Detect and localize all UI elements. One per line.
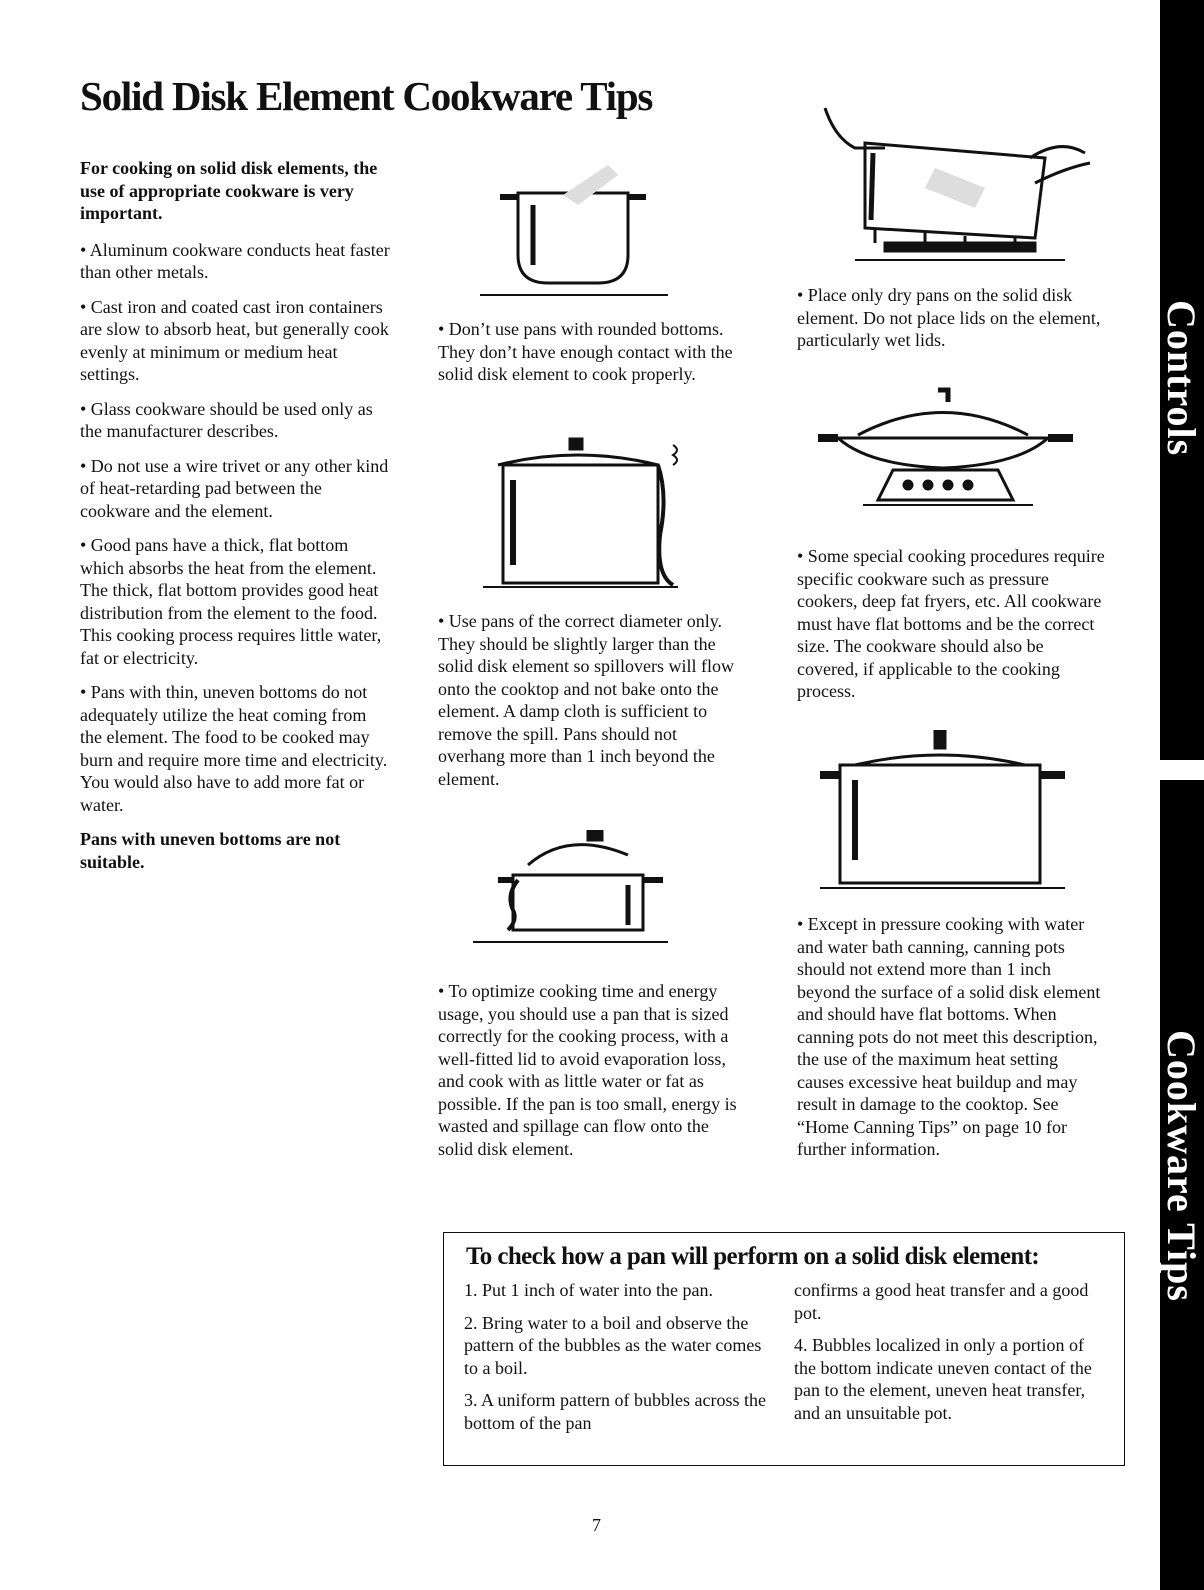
- closing-note: Pans with uneven bottoms are not suitable.: [80, 829, 341, 872]
- tip-aluminum: • Aluminum cookware conducts heat faster than other metals.: [80, 239, 390, 282]
- pan-check-step-2: 2. Bring water to a boil and observe the pattern of the bubbles as the water comes to a boil.: [464, 1312, 762, 1378]
- pan-check-step-3: 3. A uniform pattern of bubbles across the bottom of the pan: [464, 1390, 766, 1433]
- pan-check-box: [443, 1232, 1125, 1466]
- tip-canning-pots: • Except in pressure cooking with water and water bath canning, canning pots should not extend more than 1 inch beyond the surface of a solid disk element and should have flat bottoms. When canning pots do not meet this description, the use of the maximum heat setting causes excessive heat buildup and may result in damage to the cooktop. See “Home Canning Tips” on page 10 for further information.: [797, 914, 1101, 1159]
- tip-cast-iron: • Cast iron and coated cast iron containers are slow to absorb heat, but generally cook evenly at minimum or medium heat settings.: [80, 296, 389, 384]
- rounded-bottom-pan-illustration: [478, 145, 678, 305]
- page-number: 7: [592, 1515, 601, 1535]
- column-middle-tip-3: [438, 980, 748, 1172]
- wet-pan-illustration: [815, 88, 1095, 278]
- tip-good-pans: • Good pans have a thick, flat bottom which absorbs the heat from the element. The thick, flat bottom provides good heat distribution from the element to the food. This cooking process requires little water, fat or electricity.: [80, 535, 382, 668]
- column-left: [80, 157, 390, 885]
- side-tab-cookware-tips: Cookware Tips: [1159, 1030, 1204, 1302]
- covered-pot-illustration: [815, 730, 1075, 900]
- small-pan-spillover-illustration: [478, 435, 698, 595]
- column-middle-tip-1: [438, 318, 748, 398]
- tip-glass: • Glass cookware should be used only as the manufacturer describes.: [80, 398, 373, 441]
- tip-correct-diameter: • Use pans of the correct diameter only. They should be slightly larger than the solid disk element so spillovers will flow onto the cooktop and not bake onto the element. A damp cloth is sufficient to remove the spill. Pans should not overhang more than 1 inch beyond the element.: [438, 611, 734, 789]
- side-tab-controls: Controls: [1159, 300, 1204, 457]
- pan-check-heading: To check how a pan will perform on a solid disk element:: [466, 1243, 1040, 1270]
- tip-special-procedures: • Some special cooking procedures require specific cookware such as pressure cookers, deep fat fryers, etc. All cookware must have flat bottoms and be the correct size. The cookware should also be covered, if applicable to the cooking process.: [797, 546, 1105, 701]
- tip-trivet: • Do not use a wire trivet or any other kind of heat-retarding pad between the cookware and the element.: [80, 455, 389, 521]
- page-title: Solid Disk Element Cookware Tips: [80, 73, 653, 119]
- column-right-tip-1: [797, 284, 1107, 364]
- column-right-tip-3: [797, 913, 1107, 1173]
- wok-stand-illustration: [818, 380, 1078, 520]
- pan-check-step-4: 4. Bubbles localized in only a portion of the bottom indicate uneven contact of the pan to the element, uneven heat transfer, and an unsuitable pot.: [794, 1335, 1092, 1423]
- tip-optimize-energy: • To optimize cooking time and energy usage, you should use a pan that is sized correctly for the cooking process, with a well-fitted lid to avoid evaporation loss, and cook with as little water or fat as possible. If the pan is too small, energy is wasted and spillage can flow onto the solid disk element.: [438, 981, 737, 1159]
- tip-thin-pans: • Pans with thin, uneven bottoms do not adequately utilize the heat coming from the element. The food to be cooked may burn and require more time and electricity. You would also have to add more fat or water.: [80, 682, 388, 815]
- tip-dry-pans: • Place only dry pans on the solid disk element. Do not place lids on the element, particularly wet lids.: [797, 285, 1101, 350]
- pan-check-step-1: 1. Put 1 inch of water into the pan.: [464, 1280, 713, 1300]
- pan-check-right-column: [794, 1279, 1104, 1434]
- column-right-tip-2: [797, 545, 1107, 715]
- intro-lead: For cooking on solid disk elements, the use of appropriate cookware is very important.: [80, 158, 378, 223]
- tip-rounded-bottoms: • Don’t use pans with rounded bottoms. They don’t have enough contact with the solid disk element to cook properly.: [438, 319, 733, 384]
- column-middle-tip-2: [438, 610, 748, 802]
- poor-lid-pan-illustration: [468, 830, 688, 960]
- pan-check-step-3-continued: confirms a good heat transfer and a good pot.: [794, 1280, 1089, 1323]
- pan-check-left-column: [464, 1279, 774, 1444]
